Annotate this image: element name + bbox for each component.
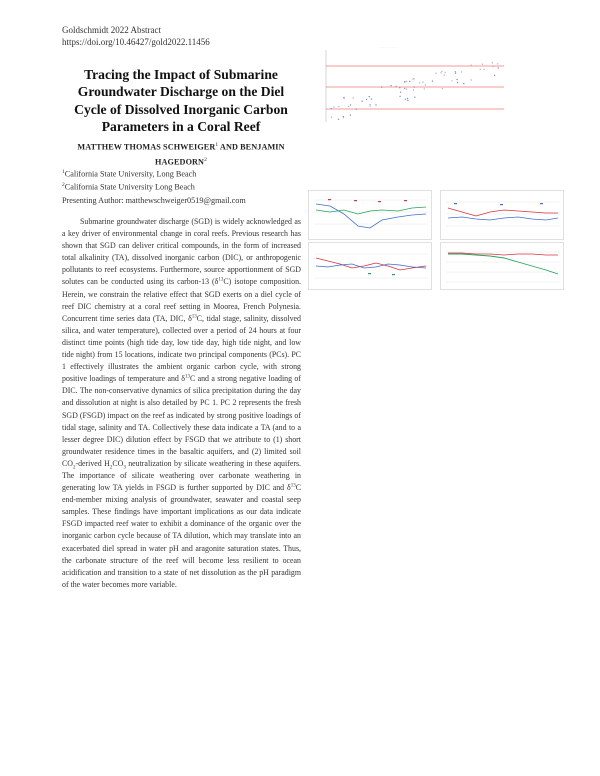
scatter-point [348, 106, 349, 107]
affiliation-2: $^2$California State University Long Beach [62, 182, 195, 192]
scatter-point [424, 88, 425, 89]
scatter-plot [318, 42, 508, 130]
abstract-body: Submarine groundwater discharge (SGD) is widely acknowledged as a key driver of environmental change in coral reefs. Previous research has shown that SGD can deliver critical compounds, in the form of increased total alkalinity (TA), dissolved inorganic carbon (DIC), or anthropogenic pollutants to reef ecosystems. Furthermore, source apportionment of SGD solutes can be conducted using its carbon-13 $(\delta^{13}C)$ isotope composition. Herein, we constrain the relative effect that SGD exerts on a diel cycle of reef DIC chemistry at a coral reef setting in Moorea, French Polynesia. Concurrent time series data (TA, DIC, $\delta^{13}C$, tidal stage, salinity, dissolved silica, and water temperature), collected over a period of 24 hours at four distinct time points (high tide day, low tide day, high tide night, and low tide night) from 15 locations, indicate two principal components (PCs). PC 1 effectively illustrates the ambient organic carbon cycle, with strong positive loadings of temperature and $\delta^{13}C$ and a strong negative loading of DIC. The non-conservative dynamics of silica precipitation during the day and dissolution at night is also detailed by PC 1. PC 2 represents the fresh SGD (FSGD) impact on the reef as indicated by strong positive loadings of tidal stage, salinity and TA. Collectively these data indicate a TA (and to a lesser degree DIC) dilution effect by FSGD that we attribute to (1) short groundwater residence times in the basaltic aquifers, and (2) limited soil $CO_2$-derived $H_2CO_3$ neutralization by silicate weathering in these aquifers. The importance of silicate weathering over carbonate weathering in generating low TA yields in FSGD is further supported by DIC and $\delta^{13}C$ end-member mixing analysis of groundwater, seawater and coastal seep samples. These findings have important implications as our data indicate FSGD impacted reef water to exhibit a dominance of the organic over the inorganic carbon cycle because of TA dilution, which may translate into an exacerbated diel spread in water pH and aragonite saturation states. Thus, the carbonate structure of the reef will become less resilient to ocean acidification and transition to a state of net dissolution as the pH paradigm of the water becomes more variable. [62, 217, 302, 589]
scatter-point [456, 79, 457, 80]
author-1: MATTHEW THOMAS SCHWEIGER [77, 142, 216, 152]
scatter-point [492, 66, 493, 67]
scatter-points [331, 62, 500, 120]
figure-panel-a [308, 190, 432, 240]
scatter-point [407, 100, 408, 101]
svg-text:· · · · · · · · · · ·: · · · · · · · · · · · [378, 45, 398, 49]
scatter-point [405, 99, 406, 100]
scatter-point [343, 98, 344, 99]
paper-title: Tracing the Impact of Submarine Groundwater Discharge on the Diel Cycle of Dissolved Inorganic Carbon Parameters in a Coral Reef [74, 67, 288, 135]
scatter-point [350, 114, 351, 115]
scatter-point [362, 101, 363, 102]
series-blue-line [316, 204, 426, 228]
scatter-point [406, 81, 407, 82]
scatter-point [331, 117, 332, 118]
scatter-point [440, 72, 441, 73]
scatter-point [399, 96, 400, 97]
scatter-point [483, 69, 484, 70]
scatter-point [390, 85, 391, 86]
scatter-point [492, 62, 493, 63]
scatter-point [432, 80, 433, 81]
scatter-point [404, 88, 405, 89]
series-blue-line [448, 217, 558, 220]
scatter-point [455, 71, 456, 72]
scatter-point [463, 83, 464, 84]
scatter-point [441, 71, 442, 72]
figure-scatter [318, 42, 508, 130]
series-red-line [448, 208, 558, 216]
scatter-point [442, 88, 443, 89]
scatter-point [331, 108, 332, 109]
scatter-point [338, 119, 339, 120]
scatter-point [425, 84, 426, 85]
scatter-point [451, 80, 452, 81]
scatter-point [414, 86, 415, 87]
scatter-point [395, 86, 396, 87]
scatter-point [461, 71, 462, 72]
scatter-point [498, 68, 499, 69]
scatter-point [480, 69, 481, 70]
scatter-point [369, 104, 370, 105]
scatter-point [350, 104, 351, 105]
scatter-point [333, 106, 334, 107]
scatter-point [414, 97, 415, 98]
scatter-point [338, 106, 339, 107]
scatter-point [366, 99, 367, 100]
conference-label: Goldschmidt 2022 Abstract [62, 25, 161, 35]
series-red-markers [328, 199, 407, 202]
figure-panel-b [440, 190, 564, 240]
scatter-point [399, 87, 400, 88]
scatter-point [381, 87, 382, 88]
series-blue-markers [454, 203, 543, 205]
affiliation-1: $^1$California State University, Long Beach [62, 169, 197, 179]
scatter-point [471, 65, 472, 66]
author-2: AND BENJAMIN HAGEDORN [155, 142, 285, 167]
scatter-point [409, 81, 410, 82]
doi-link[interactable]: https://doi.org/10.46427/gold2022.11456 [62, 36, 210, 47]
scatter-point [413, 89, 414, 90]
figure-panel-d [440, 242, 564, 290]
scatter-point [369, 96, 370, 97]
scatter-point [457, 82, 458, 83]
scatter-point [444, 72, 445, 73]
scatter-point [419, 82, 420, 83]
scatter-point [343, 117, 344, 118]
scatter-point [444, 75, 445, 76]
presenting-author: Presenting Author: matthewschweiger0519@gmail.com [62, 196, 246, 205]
scatter-point [494, 75, 495, 76]
figure-panel-c [308, 242, 432, 290]
scatter-point [455, 73, 456, 74]
scatter-point [482, 64, 483, 65]
scatter-point [353, 97, 354, 98]
scatter-point [471, 79, 472, 80]
author-list: MATTHEW THOMAS SCHWEIGER$^1$ AND BENJAMIN HAGEDORN$^2$ [77, 142, 285, 167]
scatter-point [375, 104, 376, 105]
scatter-point [435, 73, 436, 74]
series-green-declining [448, 254, 558, 274]
series-green-line [316, 207, 426, 214]
scatter-point [407, 98, 408, 99]
page-header [62, 25, 210, 48]
scatter-point [371, 98, 372, 99]
scatter-point [412, 79, 413, 80]
scatter-point [400, 92, 401, 93]
scatter-point [404, 81, 405, 82]
scatter-point [370, 105, 371, 106]
scatter-point [422, 82, 423, 83]
scatter-point [406, 89, 407, 90]
scatter-point [356, 109, 357, 110]
scatter-point [497, 63, 498, 64]
